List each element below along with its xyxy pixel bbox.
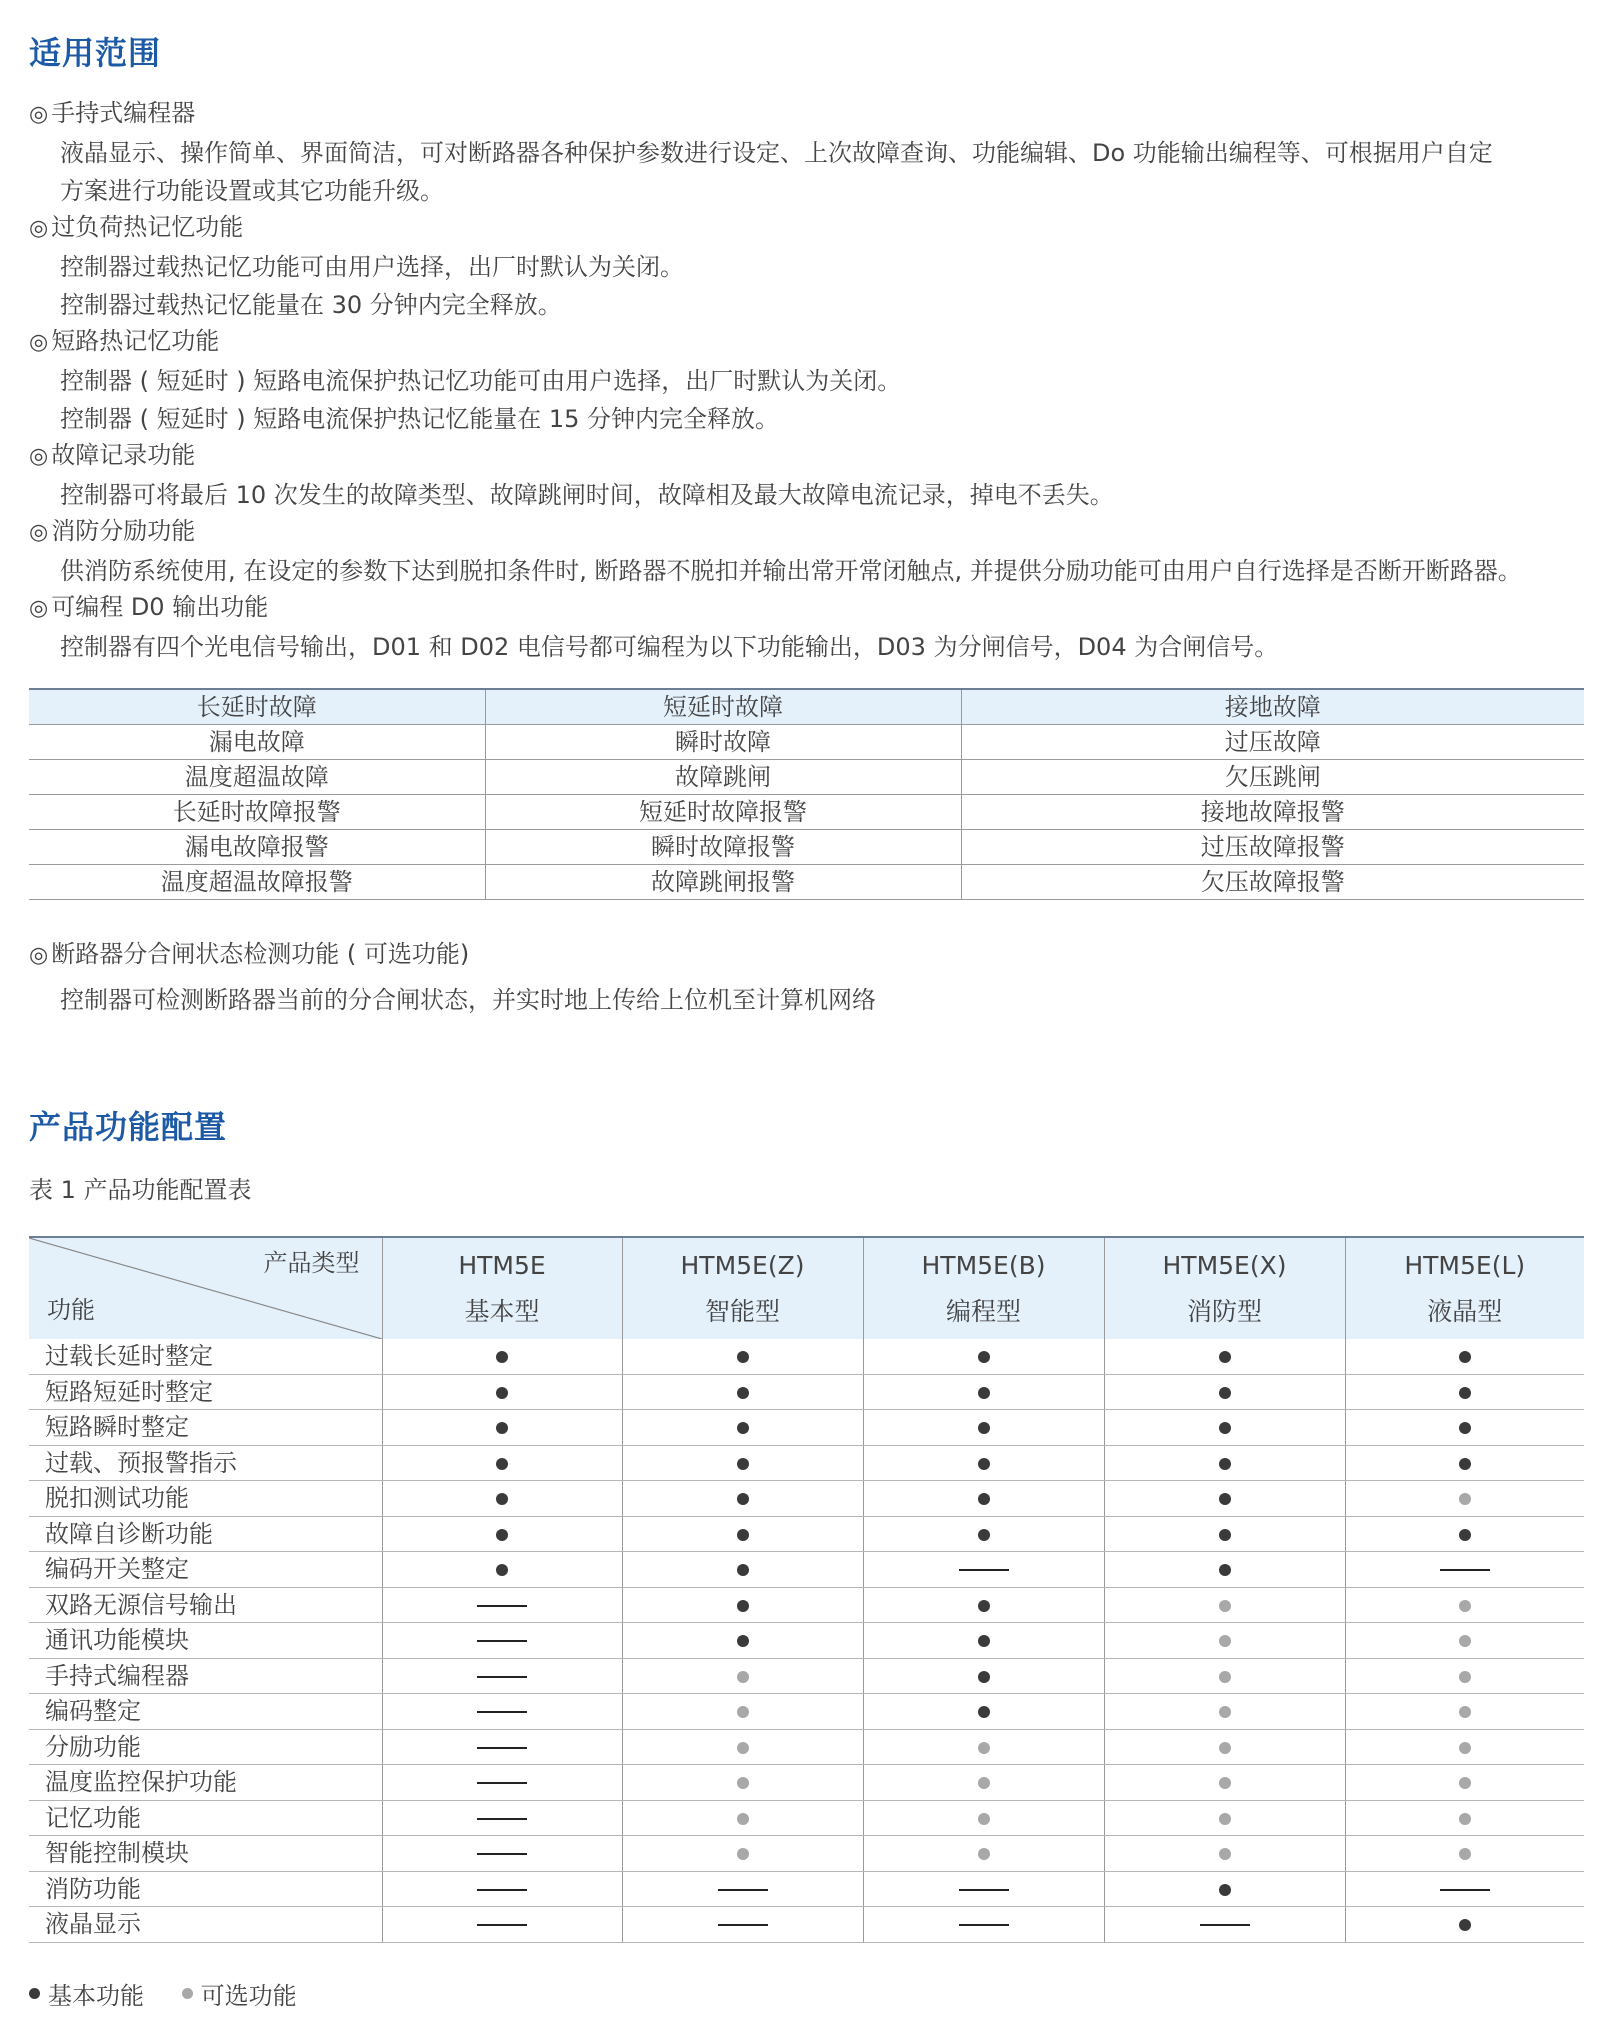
availability-cell — [1104, 1765, 1345, 1801]
optional-dot-icon — [1219, 1600, 1231, 1612]
not-available-dash-icon — [959, 1889, 1009, 1891]
availability-cell — [622, 1694, 863, 1730]
basic-dot-icon — [1219, 1564, 1231, 1576]
basic-dot-icon — [1219, 1493, 1231, 1505]
basic-dot-icon — [496, 1529, 508, 1541]
basic-dot-icon — [1219, 1884, 1231, 1896]
legend-basic-label: 基本功能 — [48, 1982, 144, 2010]
basic-dot-icon — [1459, 1387, 1471, 1399]
feature-line: 液晶显示、操作简单、界面简洁，可对断路器各种保护参数进行设定、上次故障查询、功能编辑、Do 功能输出编程等、可根据用户自定 — [60, 139, 1493, 167]
function-name-cell: 双路无源信号输出 — [29, 1587, 382, 1623]
fault-table — [29, 688, 1584, 900]
feature-heading-text: 短路热记忆功能 — [51, 327, 220, 355]
availability-cell — [863, 1765, 1104, 1801]
availability-cell — [622, 1765, 863, 1801]
table-row — [29, 1800, 1584, 1836]
optional-dot-icon — [1219, 1706, 1231, 1718]
basic-dot-icon — [1219, 1351, 1231, 1363]
basic-dot-icon — [978, 1422, 990, 1434]
not-available-dash-icon — [477, 1747, 527, 1749]
optional-dot-icon — [1219, 1813, 1231, 1825]
function-name-cell: 手持式编程器 — [29, 1658, 382, 1694]
optional-dot-icon — [1459, 1777, 1471, 1789]
model-header-cell — [863, 1237, 1104, 1339]
availability-cell — [863, 1587, 1104, 1623]
availability-cell — [622, 1552, 863, 1588]
availability-cell — [382, 1765, 622, 1801]
table-caption: 表 1 产品功能配置表 — [29, 1176, 252, 1204]
availability-cell — [622, 1836, 863, 1872]
basic-dot-icon — [1459, 1529, 1471, 1541]
basic-dot-icon — [496, 1387, 508, 1399]
model-code: HTM5E(Z) — [680, 1250, 805, 1280]
circle-mark-icon: ◎ — [29, 520, 49, 545]
fault-cell: 温度超温故障 — [29, 760, 485, 795]
function-name-cell: 消防功能 — [29, 1871, 382, 1907]
fault-table-row — [29, 725, 1584, 760]
basic-dot-icon — [978, 1635, 990, 1647]
availability-cell — [382, 1800, 622, 1836]
availability-cell — [382, 1339, 622, 1374]
availability-cell — [382, 1374, 622, 1410]
model-code: HTM5E — [458, 1250, 546, 1280]
not-available-dash-icon — [477, 1818, 527, 1820]
basic-dot-icon — [737, 1422, 749, 1434]
basic-dot-icon — [1219, 1529, 1231, 1541]
optional-dot-icon — [737, 1742, 749, 1754]
availability-cell — [622, 1871, 863, 1907]
not-available-dash-icon — [959, 1924, 1009, 1926]
fault-cell: 故障跳闸 — [485, 760, 961, 795]
optional-dot-icon — [978, 1848, 990, 1860]
function-name-cell: 故障自诊断功能 — [29, 1516, 382, 1552]
basic-dot-icon — [496, 1564, 508, 1576]
availability-cell — [863, 1410, 1104, 1446]
feature-heading — [29, 94, 1589, 134]
availability-cell — [622, 1410, 863, 1446]
availability-cell — [1104, 1694, 1345, 1730]
table-row — [29, 1623, 1584, 1659]
feature-heading-text: 断路器分合闸状态检测功能 ( 可选功能) — [51, 940, 470, 968]
config-section-title: 产品功能配置 — [29, 1108, 228, 1146]
table-row — [29, 1516, 1584, 1552]
feature-item — [29, 512, 1589, 590]
table-row — [29, 1445, 1584, 1481]
not-available-dash-icon — [477, 1640, 527, 1642]
table-row — [29, 1907, 1584, 1943]
feature-heading-text: 手持式编程器 — [51, 99, 196, 127]
availability-cell — [1345, 1374, 1584, 1410]
availability-cell — [1345, 1765, 1584, 1801]
table-row — [29, 1587, 1584, 1623]
optional-dot-icon — [1219, 1777, 1231, 1789]
fault-table-row — [29, 865, 1584, 900]
basic-dot-icon — [978, 1387, 990, 1399]
optional-dot-icon — [1219, 1671, 1231, 1683]
fault-table-row — [29, 795, 1584, 830]
corner-product-type-label: 产品类型 — [263, 1249, 360, 1277]
not-available-dash-icon — [477, 1605, 527, 1607]
availability-cell — [1345, 1729, 1584, 1765]
fault-header-cell: 长延时故障 — [29, 689, 485, 725]
feature-line: 控制器过载热记忆能量在 30 分钟内完全释放。 — [60, 291, 562, 319]
basic-dot-icon — [737, 1600, 749, 1612]
availability-cell — [382, 1871, 622, 1907]
model-header-cell — [1104, 1237, 1345, 1339]
function-name-cell: 短路瞬时整定 — [29, 1410, 382, 1446]
not-available-dash-icon — [718, 1889, 768, 1891]
function-name-cell: 过载长延时整定 — [29, 1339, 382, 1374]
availability-cell — [1345, 1623, 1584, 1659]
fault-cell: 过压故障报警 — [961, 830, 1584, 865]
availability-cell — [622, 1481, 863, 1517]
feature-heading-text: 消防分励功能 — [51, 517, 196, 545]
feature-item — [29, 208, 1589, 324]
availability-cell — [1104, 1907, 1345, 1943]
circle-mark-icon: ◎ — [29, 444, 49, 469]
function-name-cell: 智能控制模块 — [29, 1836, 382, 1872]
availability-cell — [863, 1907, 1104, 1943]
corner-function-label: 功能 — [47, 1296, 95, 1324]
availability-cell — [863, 1374, 1104, 1410]
basic-dot-icon — [978, 1493, 990, 1505]
basic-dot-icon — [496, 1493, 508, 1505]
availability-cell — [863, 1694, 1104, 1730]
availability-cell — [1345, 1410, 1584, 1446]
availability-cell — [1104, 1623, 1345, 1659]
availability-cell — [863, 1552, 1104, 1588]
function-name-cell: 记忆功能 — [29, 1800, 382, 1836]
fault-cell: 故障跳闸报警 — [485, 865, 961, 900]
availability-cell — [863, 1516, 1104, 1552]
not-available-dash-icon — [718, 1924, 768, 1926]
model-type: 基本型 — [464, 1296, 540, 1326]
fault-cell: 过压故障 — [961, 725, 1584, 760]
basic-dot-icon — [737, 1529, 749, 1541]
feature-heading — [29, 588, 1589, 628]
availability-cell — [382, 1552, 622, 1588]
optional-dot-icon — [737, 1848, 749, 1860]
basic-dot-icon — [29, 1988, 40, 1999]
legend-basic — [29, 1976, 144, 2011]
availability-cell — [863, 1623, 1104, 1659]
basic-dot-icon — [496, 1351, 508, 1363]
feature-line: 方案进行功能设置或其它功能升级。 — [60, 177, 444, 205]
scope-section-title: 适用范围 — [29, 34, 162, 72]
not-available-dash-icon — [477, 1853, 527, 1855]
basic-dot-icon — [1459, 1458, 1471, 1470]
availability-cell — [1104, 1410, 1345, 1446]
availability-cell — [622, 1658, 863, 1694]
optional-dot-icon — [737, 1671, 749, 1683]
not-available-dash-icon — [477, 1889, 527, 1891]
availability-cell — [863, 1836, 1104, 1872]
availability-cell — [1104, 1374, 1345, 1410]
not-available-dash-icon — [959, 1569, 1009, 1571]
optional-dot-icon — [1459, 1813, 1471, 1825]
fault-header-cell: 接地故障 — [961, 689, 1584, 725]
optional-dot-icon — [1459, 1848, 1471, 1860]
not-available-dash-icon — [477, 1782, 527, 1784]
fault-cell: 漏电故障报警 — [29, 830, 485, 865]
availability-cell — [863, 1339, 1104, 1374]
fault-cell: 漏电故障 — [29, 725, 485, 760]
availability-cell — [1104, 1445, 1345, 1481]
basic-dot-icon — [978, 1529, 990, 1541]
table-row — [29, 1871, 1584, 1907]
feature-heading — [29, 512, 1589, 552]
table-row — [29, 1481, 1584, 1517]
availability-cell — [382, 1445, 622, 1481]
optional-dot-icon — [1459, 1742, 1471, 1754]
table-row — [29, 1552, 1584, 1588]
circle-mark-icon: ◎ — [29, 216, 49, 241]
feature-item — [29, 94, 1589, 210]
availability-cell — [1104, 1552, 1345, 1588]
availability-cell — [1104, 1339, 1345, 1374]
feature-heading — [29, 208, 1589, 248]
not-available-dash-icon — [477, 1711, 527, 1713]
model-code: HTM5E(L) — [1404, 1250, 1526, 1280]
availability-cell — [1104, 1836, 1345, 1872]
availability-cell — [1345, 1516, 1584, 1552]
availability-cell — [622, 1800, 863, 1836]
legend-optional — [182, 1976, 297, 2011]
basic-dot-icon — [737, 1387, 749, 1399]
feature-item — [29, 322, 1589, 438]
function-name-cell: 编码整定 — [29, 1694, 382, 1730]
fault-cell: 欠压故障报警 — [961, 865, 1584, 900]
circle-mark-icon: ◎ — [29, 330, 49, 355]
optional-dot-icon — [978, 1777, 990, 1789]
basic-dot-icon — [1459, 1422, 1471, 1434]
availability-cell — [1345, 1836, 1584, 1872]
availability-cell — [622, 1516, 863, 1552]
availability-cell — [622, 1729, 863, 1765]
basic-dot-icon — [1219, 1458, 1231, 1470]
availability-cell — [863, 1445, 1104, 1481]
feature-line: 控制器可检测断路器当前的分合闸状态，并实时地上传给上位机至计算机网络 — [60, 986, 876, 1014]
availability-cell — [1104, 1587, 1345, 1623]
feature-heading-text: 故障记录功能 — [51, 441, 196, 469]
availability-cell — [1345, 1800, 1584, 1836]
availability-cell — [622, 1445, 863, 1481]
fault-cell: 欠压跳闸 — [961, 760, 1584, 795]
circle-mark-icon: ◎ — [29, 943, 49, 968]
basic-dot-icon — [737, 1493, 749, 1505]
basic-dot-icon — [737, 1351, 749, 1363]
basic-dot-icon — [496, 1422, 508, 1434]
fault-cell: 短延时故障报警 — [485, 795, 961, 830]
config-table — [29, 1236, 1584, 1943]
feature-line: 控制器可将最后 10 次发生的故障类型、故障跳闸时间，故障相及最大故障电流记录，掉电不丢失。 — [60, 481, 1114, 509]
function-name-cell: 液晶显示 — [29, 1907, 382, 1943]
legend — [29, 1976, 327, 2011]
basic-dot-icon — [1219, 1387, 1231, 1399]
availability-cell — [1104, 1481, 1345, 1517]
optional-dot-icon — [978, 1813, 990, 1825]
table-row — [29, 1410, 1584, 1446]
function-name-cell: 脱扣测试功能 — [29, 1481, 382, 1517]
model-code: HTM5E(B) — [921, 1250, 1046, 1280]
optional-dot-icon — [737, 1777, 749, 1789]
optional-dot-icon — [1219, 1635, 1231, 1647]
feature-line: 控制器过载热记忆功能可由用户选择，出厂时默认为关闭。 — [60, 253, 684, 281]
availability-cell — [1104, 1516, 1345, 1552]
function-name-cell: 通讯功能模块 — [29, 1623, 382, 1659]
feature-item — [29, 436, 1589, 514]
function-name-cell: 温度监控保护功能 — [29, 1765, 382, 1801]
availability-cell — [1345, 1907, 1584, 1943]
fault-cell: 接地故障报警 — [961, 795, 1584, 830]
basic-dot-icon — [978, 1458, 990, 1470]
availability-cell — [622, 1623, 863, 1659]
availability-cell — [382, 1729, 622, 1765]
feature-line: 控制器有四个光电信号输出，D01 和 D02 电信号都可编程为以下功能输出，D03 为分闸信号，D04 为合闸信号。 — [60, 633, 1279, 661]
basic-dot-icon — [978, 1600, 990, 1612]
not-available-dash-icon — [477, 1924, 527, 1926]
fault-cell: 温度超温故障报警 — [29, 865, 485, 900]
basic-dot-icon — [1219, 1422, 1231, 1434]
function-name-cell: 编码开关整定 — [29, 1552, 382, 1588]
availability-cell — [622, 1374, 863, 1410]
feature-heading — [29, 935, 1589, 975]
availability-cell — [863, 1658, 1104, 1694]
availability-cell — [382, 1481, 622, 1517]
availability-cell — [1345, 1445, 1584, 1481]
optional-dot-icon — [1459, 1671, 1471, 1683]
availability-cell — [1104, 1658, 1345, 1694]
status-detection-feature — [29, 935, 1589, 1025]
basic-dot-icon — [978, 1706, 990, 1718]
fault-table-row — [29, 760, 1584, 795]
availability-cell — [1345, 1339, 1584, 1374]
basic-dot-icon — [978, 1351, 990, 1363]
availability-cell — [622, 1587, 863, 1623]
basic-dot-icon — [496, 1458, 508, 1470]
availability-cell — [622, 1339, 863, 1374]
table-row — [29, 1658, 1584, 1694]
availability-cell — [1345, 1658, 1584, 1694]
table-row — [29, 1694, 1584, 1730]
availability-cell — [1104, 1871, 1345, 1907]
optional-dot-icon — [1459, 1600, 1471, 1612]
availability-cell — [382, 1836, 622, 1872]
availability-cell — [382, 1907, 622, 1943]
availability-cell — [1345, 1587, 1584, 1623]
corner-header-cell — [29, 1237, 382, 1339]
function-name-cell: 分励功能 — [29, 1729, 382, 1765]
optional-dot-icon — [1459, 1706, 1471, 1718]
availability-cell — [382, 1623, 622, 1659]
fault-table-row — [29, 830, 1584, 865]
optional-dot-icon — [182, 1988, 193, 1999]
feature-item — [29, 588, 1589, 666]
availability-cell — [1104, 1729, 1345, 1765]
model-code: HTM5E(X) — [1162, 1250, 1287, 1280]
model-header-cell — [382, 1237, 622, 1339]
model-header-cell — [622, 1237, 863, 1339]
availability-cell — [863, 1800, 1104, 1836]
optional-dot-icon — [1459, 1493, 1471, 1505]
fault-header-cell: 短延时故障 — [485, 689, 961, 725]
availability-cell — [382, 1516, 622, 1552]
table-row — [29, 1339, 1584, 1374]
feature-line: 供消防系统使用, 在设定的参数下达到脱扣条件时, 断路器不脱扣并输出常开常闭触点, 并提供分励功能可由用户自行选择是否断开断路器。 — [60, 557, 1522, 585]
feature-heading-text: 过负荷热记忆功能 — [51, 213, 244, 241]
not-available-dash-icon — [1440, 1569, 1490, 1571]
basic-dot-icon — [737, 1458, 749, 1470]
basic-dot-icon — [978, 1671, 990, 1683]
feature-heading — [29, 436, 1589, 476]
availability-cell — [382, 1658, 622, 1694]
fault-cell: 瞬时故障报警 — [485, 830, 961, 865]
optional-dot-icon — [978, 1742, 990, 1754]
model-header-cell — [1345, 1237, 1584, 1339]
optional-dot-icon — [1459, 1635, 1471, 1647]
model-type: 消防型 — [1186, 1296, 1262, 1326]
availability-cell — [622, 1907, 863, 1943]
feature-heading — [29, 322, 1589, 362]
basic-dot-icon — [1459, 1919, 1471, 1931]
circle-mark-icon: ◎ — [29, 102, 49, 127]
availability-cell — [382, 1410, 622, 1446]
availability-cell — [863, 1481, 1104, 1517]
not-available-dash-icon — [1200, 1924, 1250, 1926]
not-available-dash-icon — [1440, 1889, 1490, 1891]
circle-mark-icon: ◎ — [29, 596, 49, 621]
availability-cell — [1345, 1481, 1584, 1517]
table-row — [29, 1836, 1584, 1872]
table-row — [29, 1729, 1584, 1765]
availability-cell — [1345, 1694, 1584, 1730]
basic-dot-icon — [1459, 1351, 1471, 1363]
feature-heading-text: 可编程 D0 输出功能 — [51, 593, 269, 621]
availability-cell — [1104, 1800, 1345, 1836]
feature-line: 控制器 ( 短延时 ) 短路电流保护热记忆能量在 15 分钟内完全释放。 — [60, 405, 780, 433]
fault-table-header — [29, 689, 1584, 725]
availability-cell — [1345, 1552, 1584, 1588]
optional-dot-icon — [1219, 1742, 1231, 1754]
feature-line: 控制器 ( 短延时 ) 短路电流保护热记忆功能可由用户选择，出厂时默认为关闭。 — [60, 367, 902, 395]
table-row — [29, 1374, 1584, 1410]
availability-cell — [863, 1871, 1104, 1907]
availability-cell — [382, 1694, 622, 1730]
basic-dot-icon — [737, 1564, 749, 1576]
not-available-dash-icon — [477, 1676, 527, 1678]
fault-cell: 长延时故障报警 — [29, 795, 485, 830]
config-table-header — [29, 1237, 1584, 1339]
fault-cell: 瞬时故障 — [485, 725, 961, 760]
basic-dot-icon — [737, 1635, 749, 1647]
model-type: 智能型 — [704, 1296, 780, 1326]
function-name-cell: 短路短延时整定 — [29, 1374, 382, 1410]
optional-dot-icon — [737, 1706, 749, 1718]
availability-cell — [1345, 1871, 1584, 1907]
optional-dot-icon — [1219, 1848, 1231, 1860]
model-type: 编程型 — [945, 1296, 1021, 1326]
legend-optional-label: 可选功能 — [200, 1982, 297, 2010]
availability-cell — [382, 1587, 622, 1623]
table-row — [29, 1765, 1584, 1801]
model-type: 液晶型 — [1427, 1296, 1503, 1326]
availability-cell — [863, 1729, 1104, 1765]
function-name-cell: 过载、预报警指示 — [29, 1445, 382, 1481]
optional-dot-icon — [737, 1813, 749, 1825]
